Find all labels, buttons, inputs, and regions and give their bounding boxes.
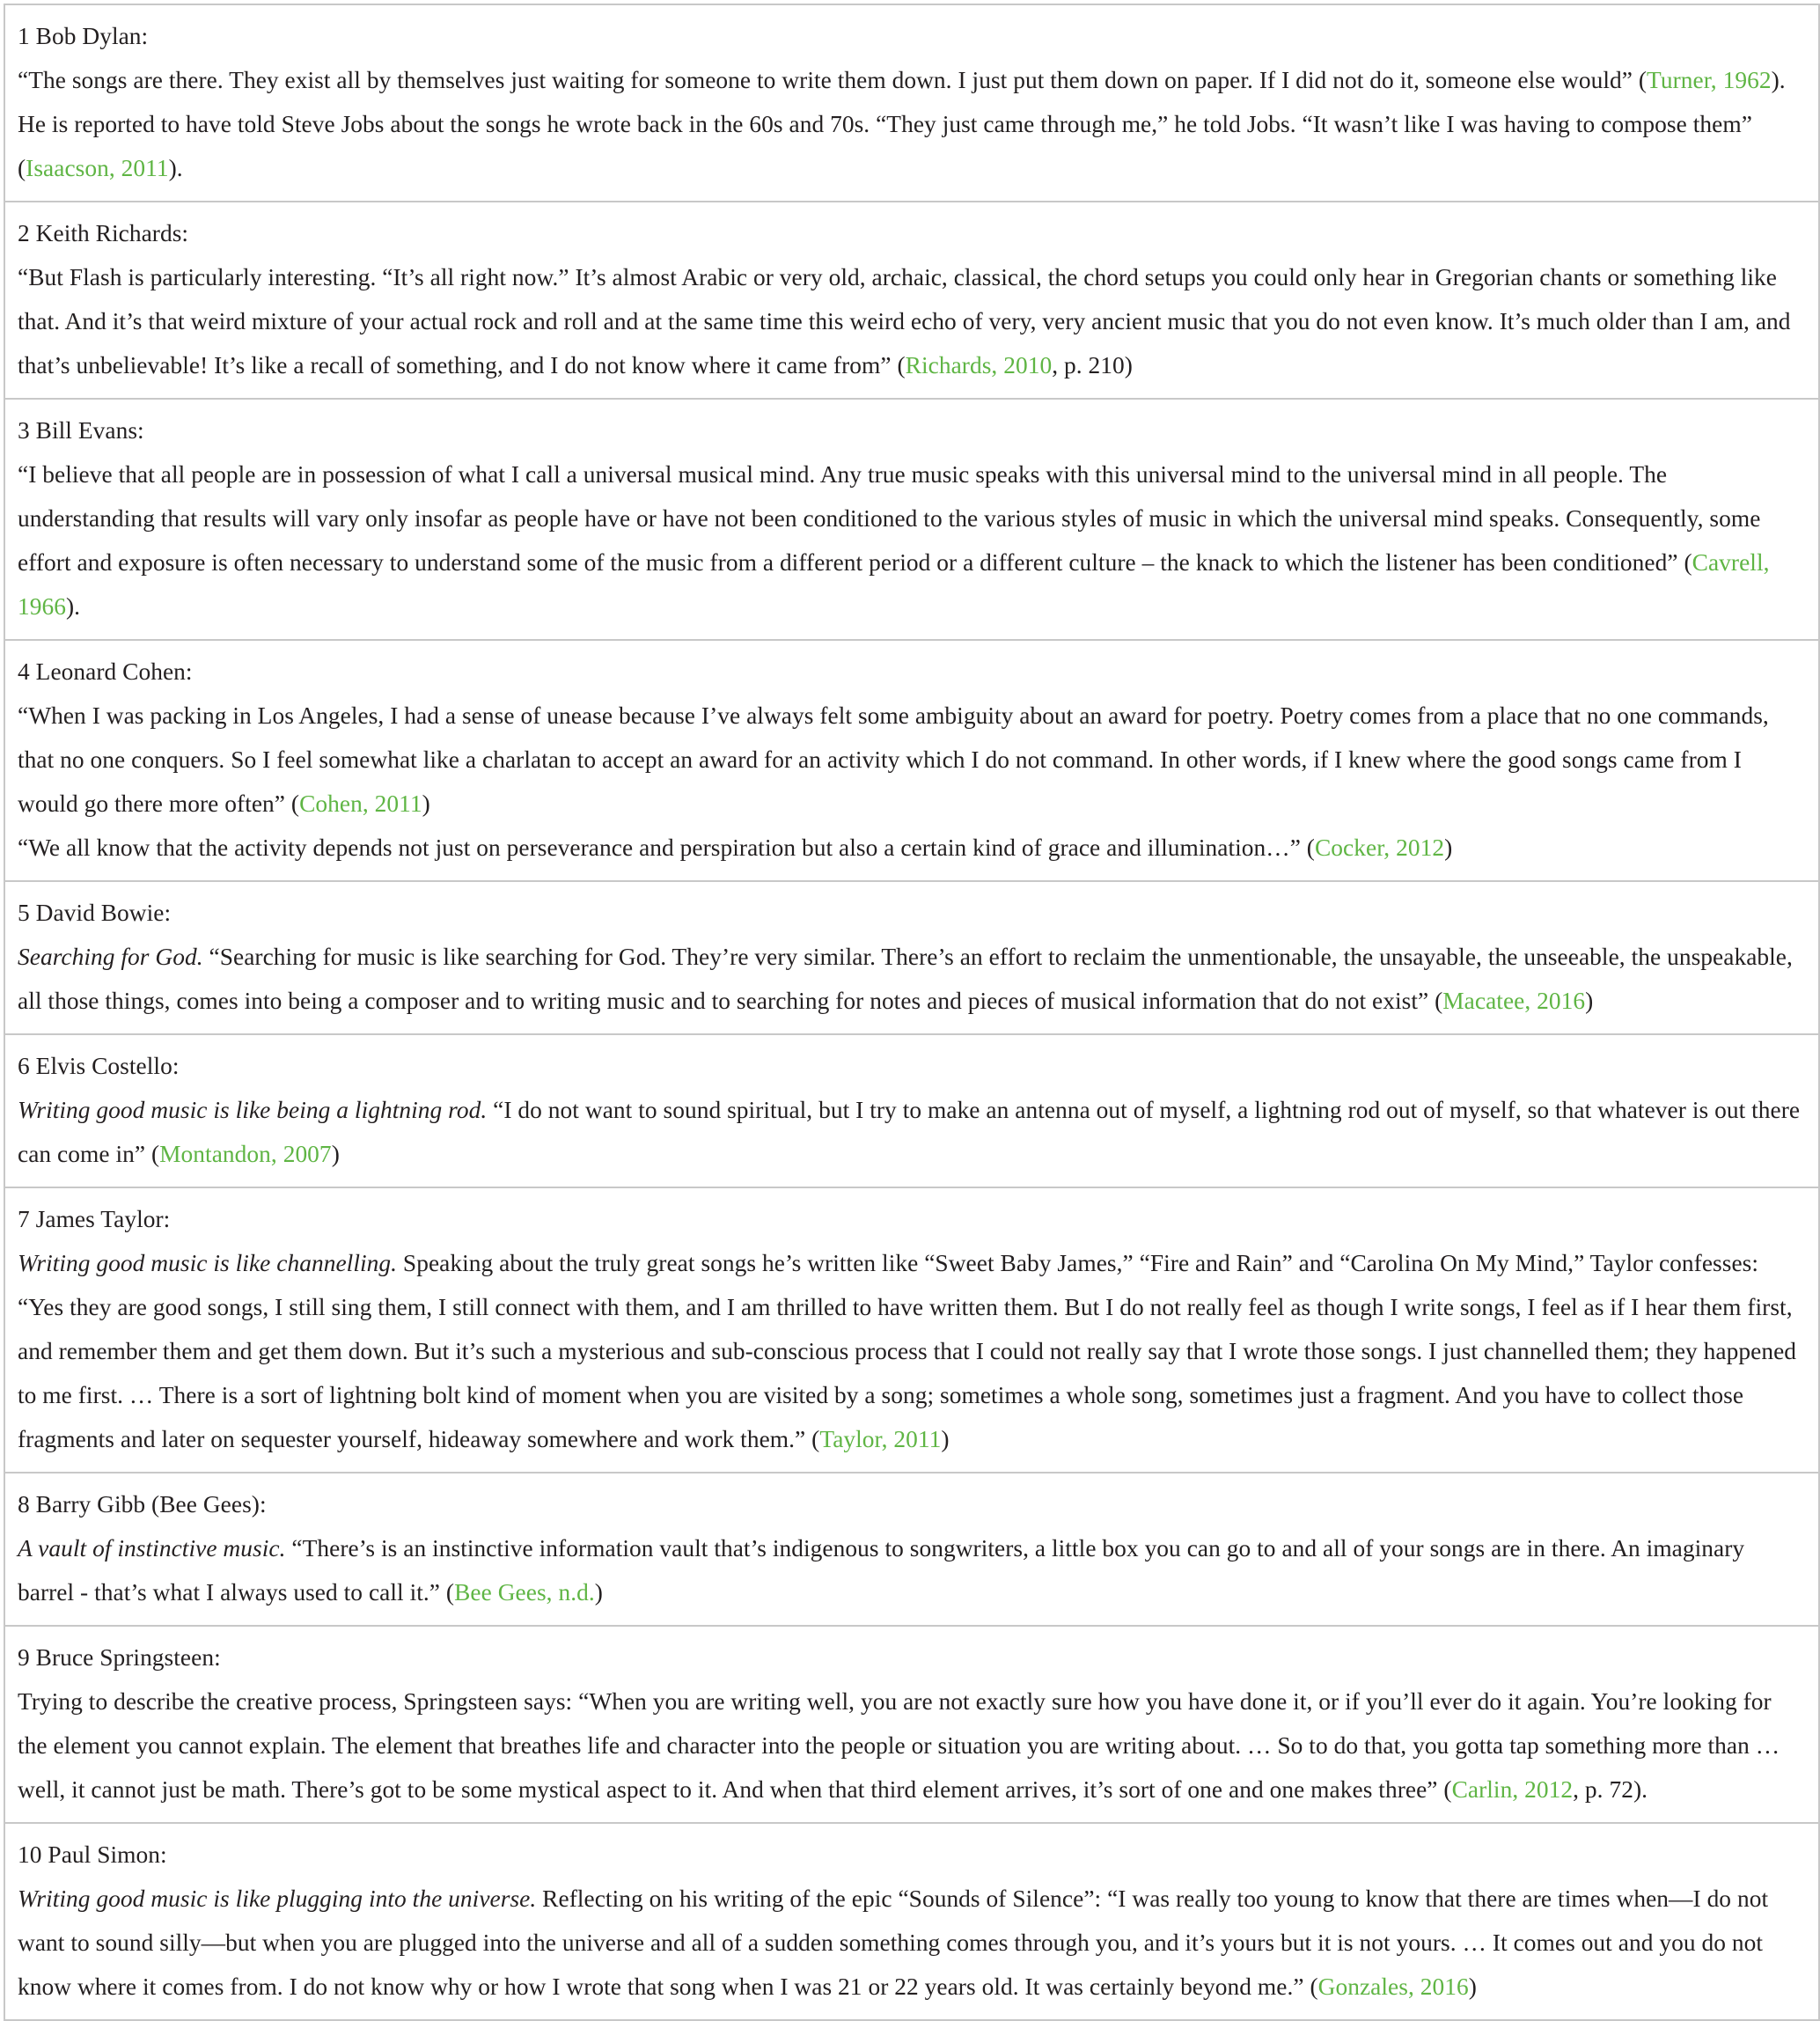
table-row (4, 1626, 1819, 1823)
quote-text: ). (168, 155, 183, 181)
entry-name: Barry Gibb (Bee Gees): (35, 1491, 267, 1518)
entry-heading (18, 211, 1806, 255)
citation-link[interactable]: Macatee, 2016 (1442, 988, 1586, 1014)
citation-link[interactable]: Carlin, 2012 (1451, 1776, 1574, 1803)
quote-text: ). (1771, 67, 1786, 93)
quote-theme: A vault of instinctive music. (18, 1535, 286, 1562)
quote-text: ) (1585, 988, 1594, 1014)
quote-cell (4, 1626, 1819, 1823)
table-row (4, 1473, 1819, 1626)
quote-text: “Searching for music is like searching for God. They’re very similar. There’s an effort to reclaim the unmentionable, the unsayable, the unseeable, the unspeakable, all those things, comes into being a composer and to writing music and to searching for notes and pieces of musical information that do not exist” ( (18, 944, 1793, 1014)
entry-name: James Taylor: (35, 1206, 171, 1232)
quote-paragraph (18, 58, 1806, 102)
entry-name: Paul Simon: (48, 1841, 167, 1868)
quote-cell (4, 881, 1819, 1034)
entry-name: Leonard Cohen: (35, 658, 193, 685)
citation-link[interactable]: Isaacson, 2011 (26, 155, 169, 181)
entry-number: 2 (18, 220, 30, 246)
quote-text: ) (941, 1426, 950, 1452)
entry-number: 4 (18, 658, 30, 685)
quote-paragraph (18, 255, 1806, 387)
table-row (4, 1823, 1819, 2020)
entry-name: Keith Richards: (35, 220, 189, 246)
quote-paragraph (18, 1877, 1806, 2009)
entry-heading (18, 14, 1806, 58)
quote-cell (4, 1034, 1819, 1187)
quote-text: He is reported to have told Steve Jobs about the songs he wrote back in the 60s and 70s. “They just came through me,” he told Jobs. “It wasn’t like I was having to compose them” ( (18, 111, 1752, 181)
quote-cell (4, 1187, 1819, 1473)
quote-cell (4, 1823, 1819, 2020)
entry-name: Bill Evans: (35, 417, 144, 444)
quote-cell (4, 399, 1819, 640)
entry-number: 5 (18, 900, 30, 926)
quote-text: “I believe that all people are in possession of what I call a universal musical mind. Any true music speaks with this universal mind to the universal mind in all people. The understanding that results will vary only insofar as people have or have not been conditioned to the various styles of music in which the universal mind speaks. Consequently, some effort and exposure is often necessary to understand some of the music from a different period or a different culture – the knack to which the listener has been conditioned” ( (18, 461, 1761, 576)
entry-heading (18, 1833, 1806, 1877)
quotes-table-body (4, 4, 1819, 2020)
table-row (4, 1187, 1819, 1473)
quote-text: ) (594, 1579, 603, 1606)
quote-text: ). (65, 593, 81, 620)
citation-link[interactable]: Cohen, 2011 (299, 790, 422, 817)
entry-heading (18, 1197, 1806, 1241)
citation-link[interactable]: Cavrell, 1966 (18, 549, 1770, 620)
quote-text: Trying to describe the creative process, Springsteen says: “When you are writing well, you are not exactly sure how you have done it, or if you’ll ever do it again. You’re looking for the element you cannot explain. The element that breathes life and character into the people or situation you are writing about. … So to do that, you gotta tap something more than … well, it cannot just be math. There’s got to be some mystical aspect to it. And when that third element arrives, it’s sort of one and one makes three” ( (18, 1688, 1780, 1803)
quote-text: “The songs are there. They exist all by themselves just waiting for someone to write them down. I just put them down on paper. If I did not do it, someone else would” ( (18, 67, 1648, 93)
quote-text: “There’s is an instinctive information vault that’s indigenous to songwriters, a little box you can go to and all of your songs are in there. An imaginary barrel - that’s what I always used to call it.” ( (18, 1535, 1745, 1606)
citation-link[interactable]: Bee Gees, n.d. (454, 1579, 595, 1606)
table-row (4, 640, 1819, 881)
quote-theme: Writing good music is like being a lightning rod. (18, 1097, 488, 1123)
quote-text: ) (1444, 834, 1453, 861)
citation-link[interactable]: Taylor, 2011 (819, 1426, 942, 1452)
quote-cell (4, 202, 1819, 399)
quote-paragraph (18, 1088, 1806, 1176)
quote-paragraph (18, 1526, 1806, 1614)
entry-name: Elvis Costello: (35, 1053, 180, 1079)
table-row (4, 4, 1819, 202)
quote-paragraph (18, 102, 1806, 190)
entry-number: 7 (18, 1206, 30, 1232)
entry-name: Bruce Springsteen: (35, 1644, 221, 1671)
table-row (4, 881, 1819, 1034)
citation-link[interactable]: Cocker, 2012 (1314, 834, 1445, 861)
quote-text: ) (1468, 1973, 1477, 2000)
entry-number: 6 (18, 1053, 30, 1079)
entry-number: 3 (18, 417, 30, 444)
citation-link[interactable]: Richards, 2010 (905, 352, 1053, 378)
citation-link[interactable]: Montandon, 2007 (159, 1141, 332, 1167)
entry-number: 10 (18, 1841, 42, 1868)
table-row (4, 1034, 1819, 1187)
quote-text: ) (422, 790, 430, 817)
quote-cell (4, 4, 1819, 202)
quote-paragraph (18, 694, 1806, 826)
table-row (4, 399, 1819, 640)
quote-paragraph (18, 935, 1806, 1023)
quote-text: “But Flash is particularly interesting. “It’s all right now.” It’s almost Arabic or very old, archaic, classical, the chord setups you could only hear in Gregorian chants or something like that. And it’s that weird mixture of your actual rock and roll and at the same time this weird echo of very, very ancient music that you do not even know. It’s much older than I am, and that’s unbelievable! It’s like a recall of something, and I do not know where it came from” ( (18, 264, 1791, 378)
entry-heading (18, 1635, 1806, 1679)
quote-paragraph (18, 1241, 1806, 1461)
entry-number: 8 (18, 1491, 30, 1518)
quote-text: Reflecting on his writing of the epic “Sounds of Silence”: “I was really too young to know that there are times when—I do not want to sound silly—but when you are plugged into the universe and all of a sudden something comes through you, and it’s yours but it is not yours. … It comes out and you do not know where it comes from. I do not know why or how I wrote that song when I was 21 or 22 years old. It was certainly beyond me.” ( (18, 1885, 1769, 2000)
quote-text: “When I was packing in Los Angeles, I had a sense of unease because I’ve always felt some ambiguity about an award for poetry. Poetry comes from a place that no one commands, that no one conquers. So I feel somewhat like a charlatan to accept an award for an activity which I do not command. In other words, if I knew where the good songs came from I would go there more often” ( (18, 702, 1769, 817)
citation-link[interactable]: Gonzales, 2016 (1317, 1973, 1469, 2000)
entry-number: 1 (18, 23, 30, 49)
entry-heading (18, 1482, 1806, 1526)
quote-text: , p. 210) (1052, 352, 1133, 378)
quote-theme: Searching for God. (18, 944, 203, 970)
quote-text: Speaking about the truly great songs he’s written like “Sweet Baby James,” “Fire and Rain” and “Carolina On My Mind,” Taylor confesses: “Yes they are good songs, I still sing them, I still connect with them, and I am thrilled to have written them. But I do not really feel as though I write songs, I feel as if I hear them first, and remember them and get them down. But it’s such a mysterious and sub-conscious process that I could not really say that I wrote those songs. I just channelled them; they happened to me first. … There is a sort of lightning bolt kind of moment when you are visited by a song; sometimes a whole song, sometimes just a fragment. And you have to collect those fragments and later on sequester yourself, hideaway somewhere and work them.” ( (18, 1250, 1797, 1452)
quote-text: ) (331, 1141, 340, 1167)
citation-link[interactable]: Turner, 1962 (1647, 67, 1772, 93)
entry-heading (18, 408, 1806, 452)
entry-name: Bob Dylan: (35, 23, 149, 49)
quote-theme: Writing good music is like plugging into the universe. (18, 1885, 537, 1912)
quote-paragraph (18, 1679, 1806, 1812)
entry-heading (18, 650, 1806, 694)
entry-heading (18, 891, 1806, 935)
table-row (4, 202, 1819, 399)
quote-paragraph (18, 452, 1806, 628)
quote-text: , p. 72). (1573, 1776, 1648, 1803)
entry-number: 9 (18, 1644, 30, 1671)
quote-theme: Writing good music is like channelling. (18, 1250, 398, 1276)
quote-cell (4, 1473, 1819, 1626)
quote-paragraph (18, 826, 1806, 870)
quote-text: “I do not want to sound spiritual, but I try to make an antenna out of myself, a lightning rod out of myself, so that whatever is out there can come in” ( (18, 1097, 1801, 1167)
quotes-table (4, 4, 1820, 2021)
entry-heading (18, 1044, 1806, 1088)
entry-name: David Bowie: (35, 900, 172, 926)
quote-text: “We all know that the activity depends not just on perseverance and perspiration but also a certain kind of grace and illumination…” ( (18, 834, 1315, 861)
quote-cell (4, 640, 1819, 881)
